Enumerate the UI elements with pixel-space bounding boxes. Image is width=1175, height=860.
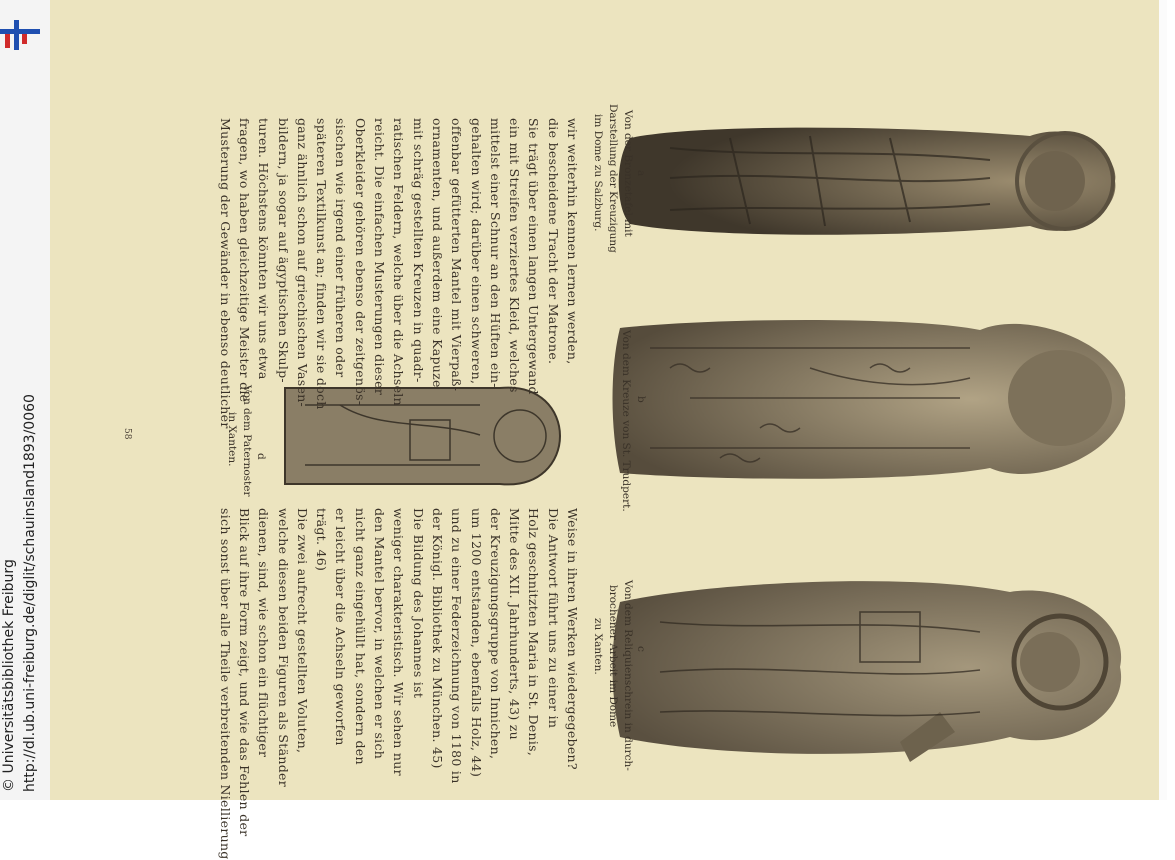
text-line: ganz ähnlich schon auf griechischen Vasen- (294, 118, 310, 408)
text-line: dienen, sind, wie schon ein flüchtiger (256, 508, 272, 758)
copyright-notice: © Universitätsbibliothek Freiburg (1, 559, 17, 792)
caption-a-line-1: Von der Bronzetafel mit (622, 110, 634, 237)
text-line: Oberkleider gehören ebenso der zeitgenös- (352, 118, 368, 406)
text-line: späteren Textilkunst an; finden wir sie doch (314, 118, 330, 410)
text-line: Blick auf ihre Form zeigt, und wie das Fehlen der (236, 508, 252, 837)
caption-d-line-1: Von dem Paternoster (241, 385, 253, 497)
viewer-sidebar (0, 0, 50, 800)
text-line: mittelst einer Schnur an den Hüften ein- (487, 118, 503, 388)
text-line: um 1200 entstanden, ebenfalls Holz, 44) (468, 508, 484, 778)
caption-a-line-2: Darstellung der Kreuzigung (607, 104, 619, 253)
text-line: Mitte des XII. Jahrhunderts, 43) zu (507, 508, 523, 741)
text-line: ein mit Streifen verziertes Kleid, welches (507, 118, 523, 393)
source-info (0, 372, 50, 792)
text-line: turen. Höchstens könnten wir uns etwa (256, 118, 272, 380)
page-edge (1159, 0, 1167, 800)
caption-c-line-1: Von dem Reliquienschrein in durch- (622, 580, 634, 771)
text-line: Musterung der Gewänder in ebenso deutlicher (217, 118, 233, 429)
text-line: sich sonst über alle Theile verbreitenden Niellierung (217, 508, 233, 860)
text-line: den Mantel bervor, in welchen er sich (372, 508, 387, 760)
text-line: Sie trägt über einen langen Untergewand (526, 118, 542, 395)
text-line: bildern, ja sogar auf ägyptischen Skulp- (275, 118, 291, 383)
text-line: Die zwei aufrecht gestellten Voluten, (294, 508, 310, 754)
text-line: Weise in ihren Werken wiedergegeben? (565, 508, 580, 770)
text-line: mit schräg gestellten Kreuzen in quadr- (410, 118, 426, 383)
text-line: offenbar gefütterten Mantel mit Vierpaß- (449, 118, 465, 392)
text-line: sischen wie irgend einer früheren oder (333, 118, 349, 378)
text-line: ratischen Feldern, welche über die Achseln (391, 118, 407, 406)
caption-d-letter: d (255, 453, 267, 460)
caption-b-letter: b (635, 396, 647, 403)
text-line: wir weiterhin kennen lernen werden, (565, 118, 580, 365)
text-line: fragen, wo haben gleichzeitige Meister die (236, 118, 252, 403)
figure-b-illustration (610, 308, 1130, 490)
caption-a-line-3: im Dome zu Salzburg. (592, 114, 604, 232)
text-line: der Königl. Bibliothek zu München. 45) (429, 508, 445, 769)
caption-b-text: Von dem Kreuze von St. Trudpert. (620, 330, 632, 512)
page-number: 58 (122, 428, 132, 440)
text-line: der Kreuzigungsgruppe von Innichen, (487, 508, 503, 760)
text-line: er leicht über die Achseln geworfen (333, 508, 349, 746)
text-line: Die Bildung des Johannes ist (410, 508, 426, 699)
text-line: reicht. Die einfachen Musterungen dieser (372, 118, 387, 396)
text-line: ornamenten, und außerdem eine Kapuze (429, 118, 445, 388)
text-line: trägt. 46) (314, 508, 330, 572)
caption-c-letter: c (635, 646, 647, 652)
caption-c-line-3: zu Xanten. (592, 618, 604, 675)
source-url[interactable]: http://dl.ub.uni-freiburg.de/diglit/schauinsland1893/0060 (22, 394, 38, 792)
text-line: weniger charakteristisch. Wir sehen nur (391, 508, 407, 776)
text-line: und zu einer Federzeichnung von 1180 in (449, 508, 465, 784)
caption-c-line-2: brochener Arbeit im Dome (607, 585, 619, 728)
ub-freiburg-logo[interactable] (0, 20, 42, 50)
text-line: gehalten wird; darüber einen schweren, (468, 118, 484, 385)
caption-a-letter: a (635, 170, 647, 177)
text-line: Holz geschnitzten Maria in St. Denis, (526, 508, 542, 757)
caption-d-line-2: in Xanten. (226, 412, 238, 467)
scanned-page (50, 0, 1167, 860)
text-line: nicht ganz eingehüllt hat, sondern den (352, 508, 368, 765)
figure-a-illustration (610, 118, 1120, 244)
text-line: die bescheidene Tracht der Matrone. (545, 118, 561, 365)
text-line: Die Antwort führt uns zu einer in (545, 508, 561, 729)
text-line: welche diesen beiden Figuren als Ständer (275, 508, 291, 787)
figure-c-illustration (610, 562, 1130, 772)
